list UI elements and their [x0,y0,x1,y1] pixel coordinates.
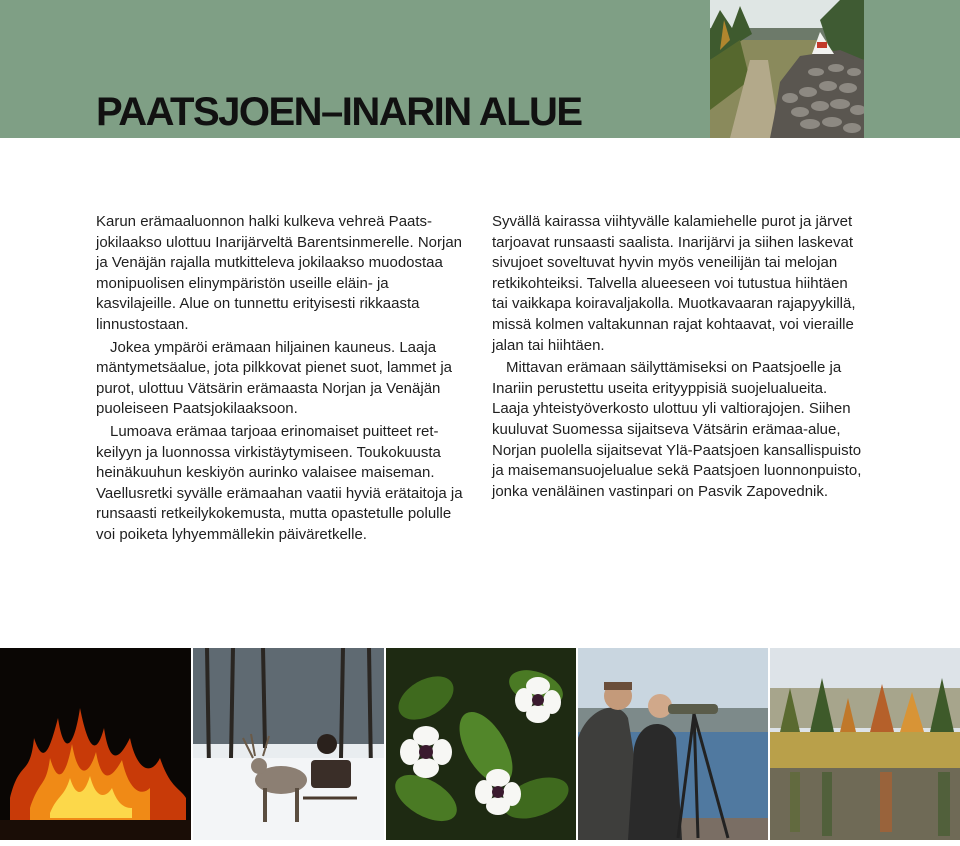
left-paragraph-1: Karun erämaaluonnon halki kulkeva vehreä Paatsjokilaakso ulottuu Inarijärveltä Barentsinmerelle. Norjan ja Venäjän rajalla mutkitteleva jokilaakso muodostaa monipuolisen elinympäristön useille eläin- ja kasvilajeille. Alue on tunnettu erityisesti rikkaasta linnustostaan. [96,213,463,333]
campfire-photo [0,648,191,840]
reindeer-sled-photo [193,648,384,840]
photo-strip [0,648,960,846]
dwarf-cornel-flowers-photo [386,648,576,840]
birdwatchers-photo [578,648,768,840]
right-paragraph-2: Mittavan erämaan säilyttämiseksi on Paatsjoelle ja Inariin perustettu useita erityyppisiä suojelualueita. Laaja yhteistyöverkosto ulottuu yli valtiorajojen. Siihen kuuluvat Suomessa sijaitseva Vätsärin erämaa-alue, Norjan puolella sijaitsevat Ylä-Paatsjoen kansallispuisto ja maisemansuojelualue sekä Paatsjoen luonnonpuisto, jonka venäläinen vastinpari on Pasvik Zapovednik. [492,359,862,500]
left-text-column [96,212,466,546]
header-photo-cairn [710,0,864,138]
right-paragraph-1: Syvällä kairassa viihtyvälle kalamiehelle purot ja järvet tarjoavat runsaasti saalista. Inarijärvi ja siihen laskevat sivujoet soveltuvat hyvin myös veneilijän tai melojan retkikohteiksi. Talvella alueeseen voi tutustua hiihtäen tai vaikkapa koiravaljakolla. Muotkavaaran rajapyykillä, missä kolmen valtakunnan rajat kohtaavat, voi vieraille jalan tai hiihtäen. [492,213,856,354]
left-paragraph-3: Lumoava erämaa tarjoaa erinomaiset puitteet retkeilyyn ja luonnossa virkistäytymiseen. Toukokuusta heinäkuuhun keskiyön aurinko valaisee maiseman. Vaellusretki syvälle erämaahan vaatii hyviä erätaitoja ja runsaasti retkeilykokemusta, mutta opastetulle polulle voi poiketa lyhyemmällekin päiväretkelle. [96,422,463,543]
right-text-column [492,212,862,502]
autumn-lake-photo [770,648,960,840]
left-paragraph-2: Jokea ympäröi erämaan hiljainen kauneus. Laaja mäntymetsäalue, jota pilkkovat pienet suot, lammet ja purot, ulottuu Vätsärin erämaasta Norjan ja Venäjän puoleiseen Paatsjokilaaksoon. [96,338,453,418]
page-title: PAATSJOEN–INARIN ALUE [96,90,582,134]
